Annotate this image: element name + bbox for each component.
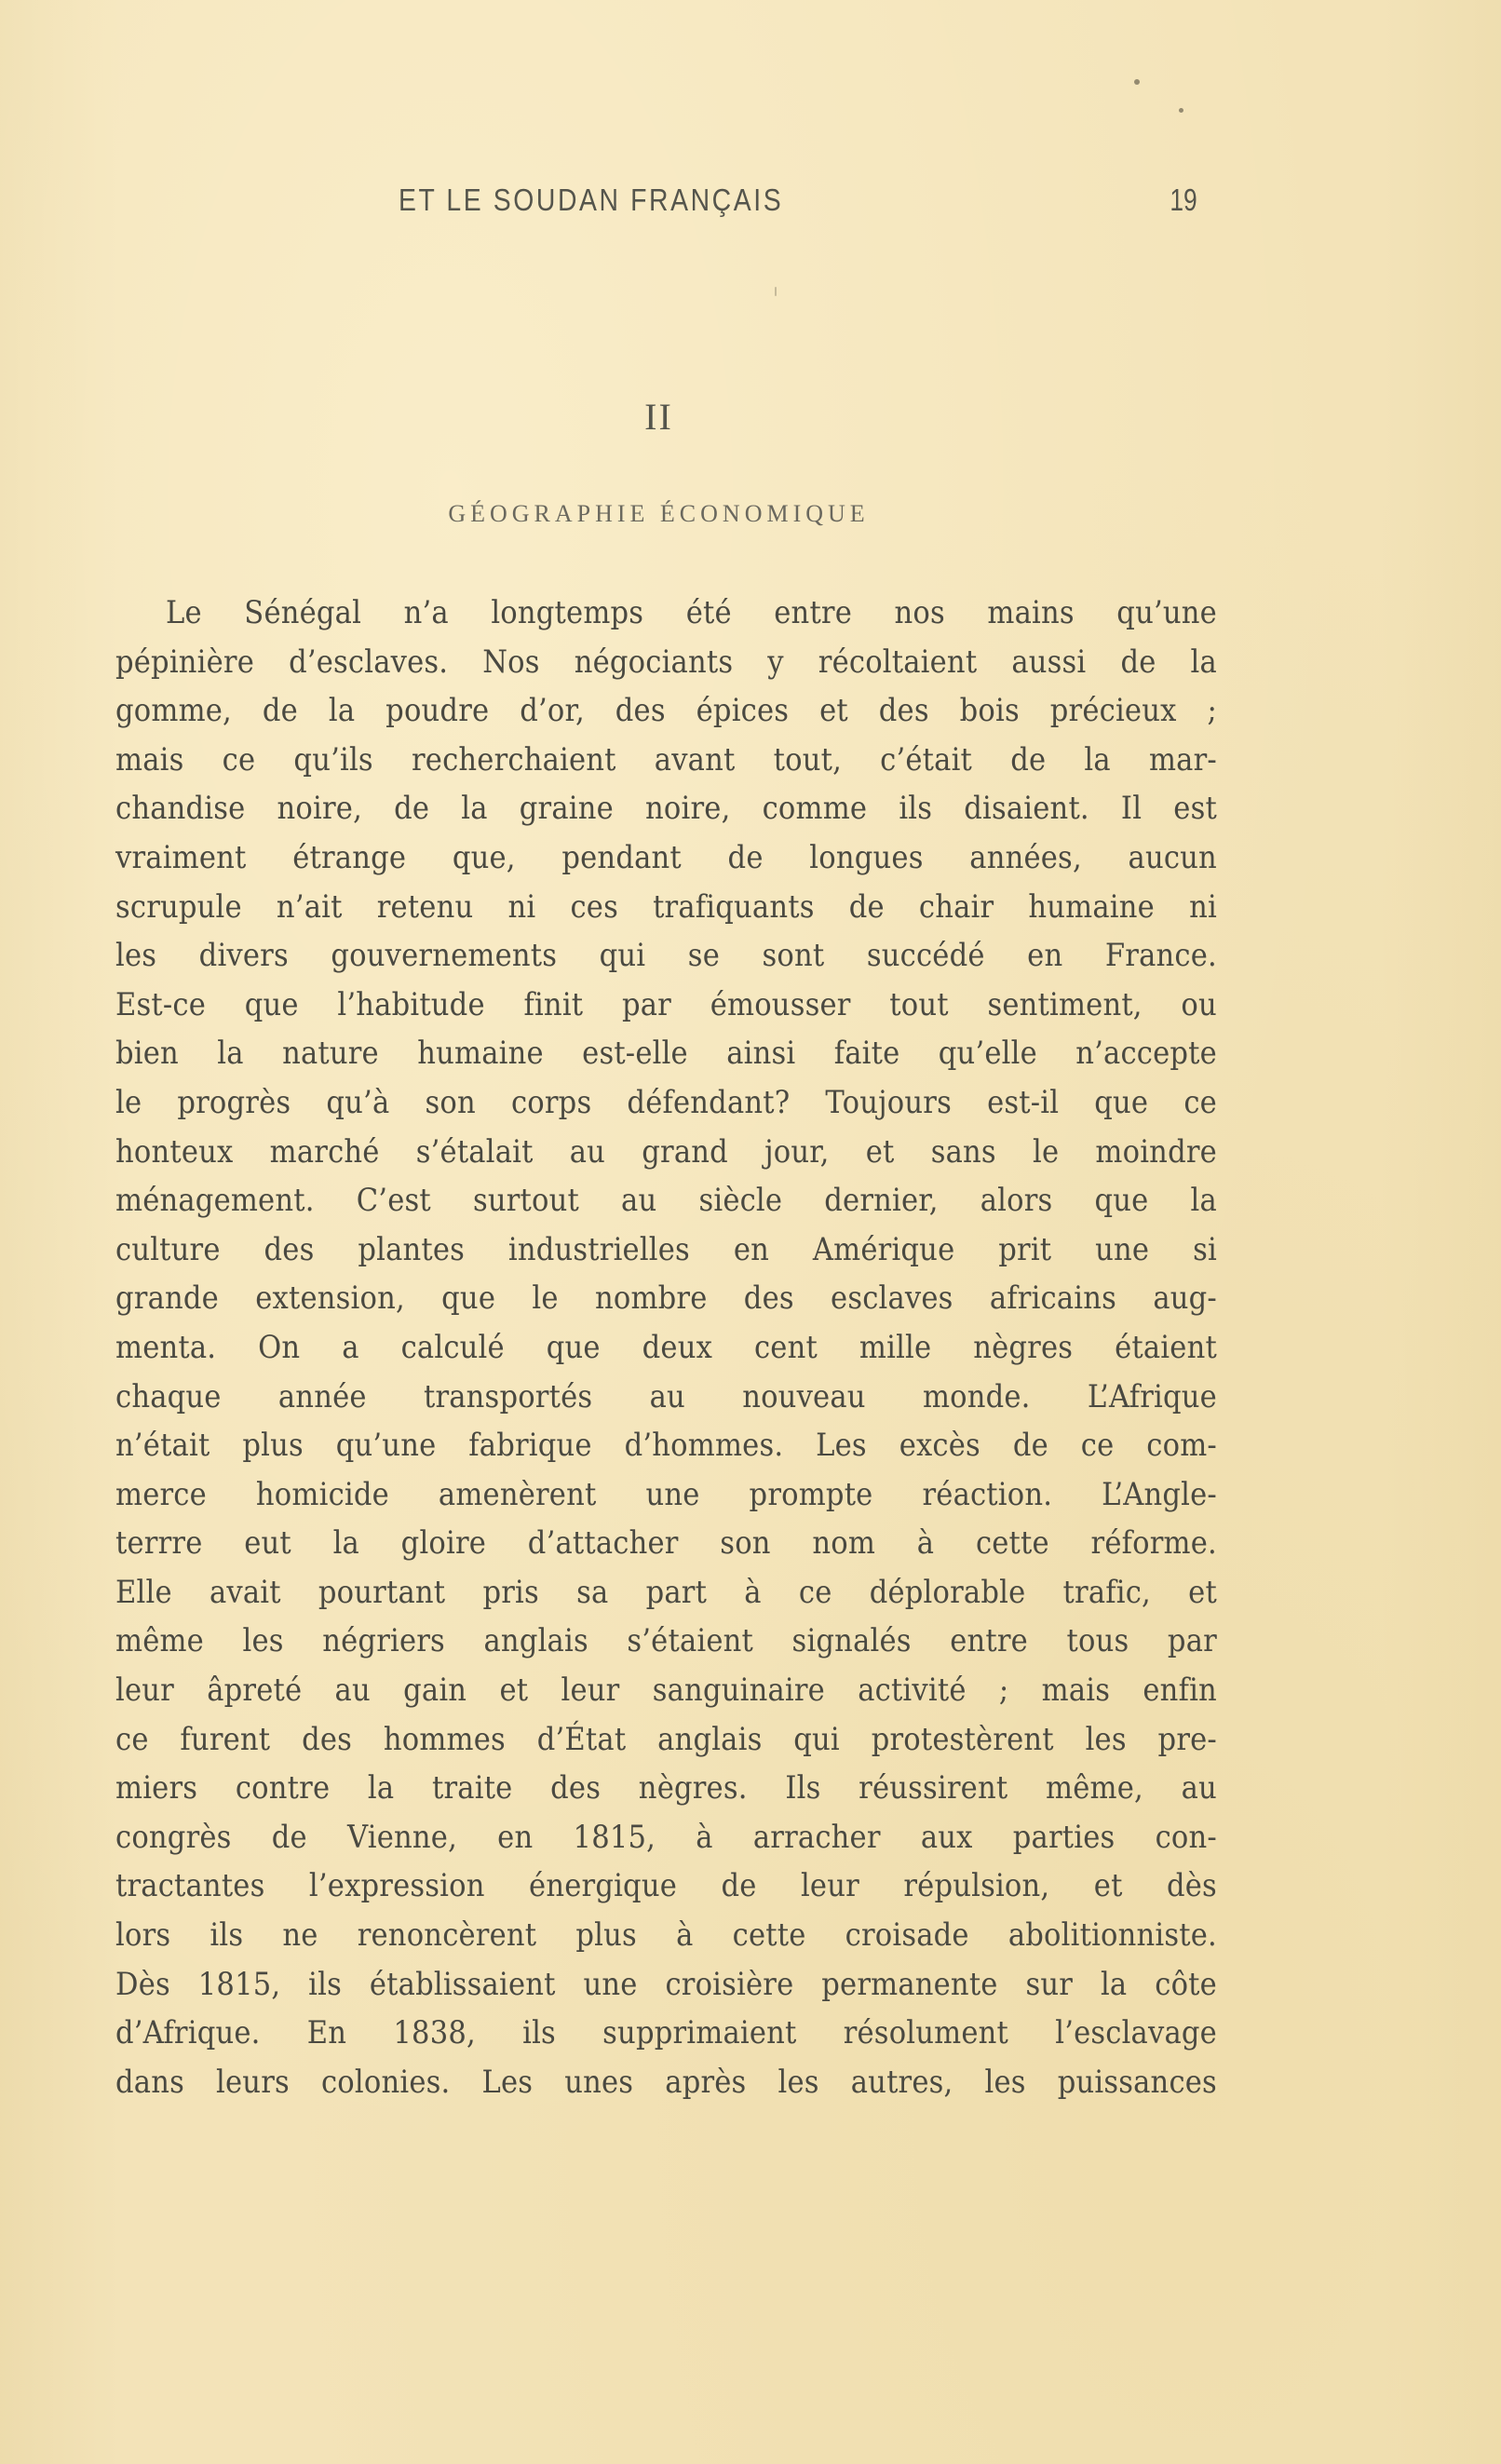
text-line: les divers gouvernements qui se sont succédé en France. (115, 937, 1217, 975)
body-paragraph (115, 589, 1216, 2106)
text-line: chandise noire, de la graine noire, comme ils disaient. Il est (115, 790, 1217, 828)
text-line: n’était plus qu’une fabrique d’hommes. Les excès de ce com- (115, 1427, 1217, 1465)
text-line: ce furent des hommes d’État anglais qui protestèrent les pre- (115, 1720, 1217, 1758)
text-line: vraiment étrange que, pendant de longues années, aucun (115, 838, 1217, 876)
text-line: d’Afrique. En 1838, ils supprimaient résolument l’esclavage (115, 2014, 1217, 2052)
text-line: ménagement. C’est surtout au siècle dernier, alors que la (115, 1182, 1217, 1220)
text-line: chaque année transportés au nouveau monde. L’Afrique (115, 1377, 1217, 1415)
paper-speck (1179, 108, 1183, 113)
text-line: pépinière d’esclaves. Nos négociants y récoltaient aussi de la (115, 643, 1217, 681)
text-line: bien la nature humaine est-elle ainsi faite qu’elle n’accepte (115, 1035, 1217, 1073)
text-line: Elle avait pourtant pris sa part à ce déplorable trafic, et (115, 1573, 1217, 1611)
text-line: Est-ce que l’habitude finit par émousser tout sentiment, ou (115, 985, 1217, 1023)
text-line: Le Sénégal n’a longtemps été entre nos mains qu’une (166, 594, 1217, 631)
text-line: culture des plantes industrielles en Amérique prit une si (115, 1230, 1217, 1268)
text-line: même les négriers anglais s’étaient signalés entre tous par (115, 1622, 1217, 1660)
text-line: mais ce qu’ils recherchaient avant tout, c’était de la mar- (115, 740, 1217, 778)
chapter-number: II (644, 396, 673, 438)
text-line: gomme, de la poudre d’or, des épices et des bois précieux ; (115, 692, 1217, 730)
text-line: lors ils ne renoncèrent plus à cette croisade abolitionniste. (115, 1916, 1217, 1955)
paper-speck (1134, 79, 1140, 85)
paper-speck (775, 287, 777, 296)
running-head-title: ET LE SOUDAN FRANÇAIS (399, 183, 784, 217)
text-line: scrupule n’ait retenu ni ces trafiquants de chair humaine ni (115, 887, 1217, 926)
text-line: congrès de Vienne, en 1815, à arracher aux parties con- (115, 1818, 1217, 1856)
text-line: terrre eut la gloire d’attacher son nom à cette réforme. (115, 1524, 1217, 1563)
running-head (399, 183, 1201, 229)
text-line: Dès 1815, ils établissaient une croisière permanente sur la côte (115, 1965, 1217, 2003)
text-line: tractantes l’expression énergique de leur répulsion, et dès (115, 1867, 1217, 1905)
text-line: merce homicide amenèrent une prompte réaction. L’Angle- (115, 1475, 1217, 1513)
page-number: 19 (1170, 183, 1197, 217)
text-line: honteux marché s’étalait au grand jour, et sans le moindre (115, 1132, 1217, 1171)
text-line: dans leurs colonies. Les unes après les autres, les puissances (115, 2063, 1217, 2101)
chapter-title: GÉOGRAPHIE ÉCONOMIQUE (448, 500, 870, 527)
text-line: le progrès qu’à son corps défendant? Toujours est-il que ce (115, 1083, 1217, 1121)
text-line: miers contre la traite des nègres. Ils réussirent même, au (115, 1769, 1217, 1807)
text-line: leur âpreté au gain et leur sanguinaire activité ; mais enfin (115, 1672, 1217, 1710)
text-line: grande extension, que le nombre des esclaves africains aug- (115, 1279, 1217, 1318)
text-line: menta. On a calculé que deux cent mille nègres étaient (115, 1328, 1217, 1366)
